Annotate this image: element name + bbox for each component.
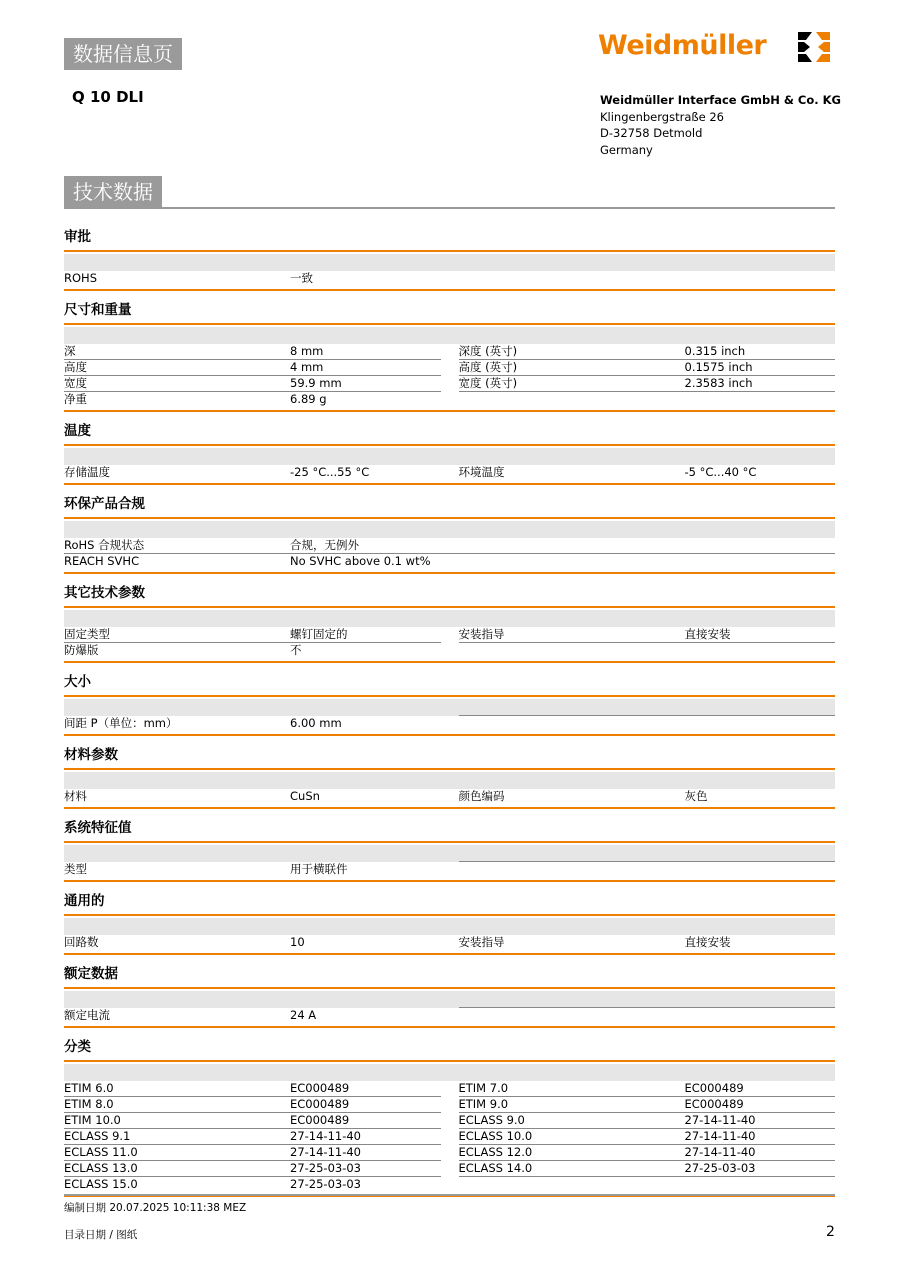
- section-title: 系统特征值: [64, 820, 132, 836]
- section-band: [64, 991, 835, 1008]
- section-band: [64, 610, 835, 627]
- section-heading-rule: [64, 207, 835, 209]
- spec-label: 高度 (英寸): [458, 360, 518, 374]
- spec-label: 深: [64, 344, 76, 358]
- section-title: 环保产品合规: [64, 496, 145, 512]
- spec-value: EC000489: [684, 1081, 744, 1095]
- spec-label: 颜色编码: [458, 789, 505, 803]
- spec-value: 27-25-03-03: [290, 1177, 361, 1191]
- spec-value: 27-14-11-40: [290, 1129, 361, 1143]
- spec-label: 环境温度: [458, 465, 505, 479]
- section-rule: [64, 987, 835, 989]
- brand-logo: [598, 30, 838, 70]
- section-rule: [64, 606, 835, 608]
- table-row: [64, 1097, 835, 1113]
- spec-label: ROHS: [64, 271, 97, 285]
- empty-cell: [459, 1007, 836, 1023]
- spec-value: 27-14-11-40: [684, 1129, 756, 1143]
- spec-value: 10: [290, 935, 305, 949]
- spec-label: REACH SVHC: [64, 554, 140, 568]
- spec-value: 59.9 mm: [290, 376, 342, 390]
- spec-value: 0.1575 inch: [684, 360, 753, 374]
- section-band: [64, 699, 835, 716]
- spec-value: 直接安装: [684, 627, 731, 641]
- spec-label: ETIM 7.0: [458, 1081, 509, 1095]
- spec-label: ECLASS 11.0: [64, 1145, 138, 1159]
- spec-label: 高度: [64, 360, 87, 374]
- section-band: [64, 254, 835, 271]
- spec-label: 固定类型: [64, 627, 110, 641]
- section-rule: [64, 768, 835, 770]
- table-row: [64, 344, 835, 360]
- table-row: [64, 1008, 835, 1024]
- address-city: D-32758 Detmold: [600, 126, 703, 140]
- spec-label: 间距 P（单位：mm）: [64, 716, 178, 730]
- spec-value: No SVHC above 0.1 wt%: [290, 554, 431, 568]
- table-row: [64, 376, 835, 392]
- spec-value: 螺钉固定的: [290, 627, 348, 641]
- spec-value: CuSn: [290, 789, 320, 803]
- spec-value: 6.00 mm: [290, 716, 342, 730]
- section-title: 额定数据: [64, 966, 118, 982]
- spec-value: 27-14-11-40: [290, 1145, 361, 1159]
- spec-label: ETIM 9.0: [458, 1097, 509, 1111]
- table-row: [64, 1177, 835, 1193]
- spec-label: 安装指导: [458, 627, 505, 641]
- spec-value: 4 mm: [290, 360, 324, 374]
- spec-label: 额定电流: [64, 1008, 110, 1022]
- spec-label: ETIM 8.0: [64, 1097, 114, 1111]
- spec-label: ECLASS 9.1: [64, 1129, 131, 1143]
- table-row: [64, 643, 835, 659]
- section-band: [64, 327, 835, 344]
- spec-section: [64, 744, 835, 817]
- spec-section: [64, 671, 835, 744]
- section-rule: [64, 914, 835, 916]
- spec-label: ECLASS 14.0: [458, 1161, 533, 1175]
- company-name: Weidmüller Interface GmbH & Co. KG: [600, 93, 841, 107]
- section-rule: [64, 841, 835, 843]
- table-row: [64, 1161, 835, 1177]
- spec-value: 2.3583 inch: [684, 376, 753, 390]
- spec-section: [64, 420, 835, 493]
- spec-section: [64, 582, 835, 671]
- spec-label: RoHS 合规状态: [64, 538, 145, 552]
- spec-label: 宽度: [64, 376, 87, 390]
- spec-value: 用于横联件: [290, 862, 348, 876]
- section-band: [64, 448, 835, 465]
- footer-catalog-date: 目录日期 / 图纸: [64, 1229, 138, 1241]
- table-row: [64, 465, 835, 481]
- table-row: [64, 392, 835, 408]
- address-street: Klingenbergstraße 26: [600, 109, 724, 124]
- table-row: [64, 935, 835, 951]
- table-row: [64, 1129, 835, 1145]
- spec-label: 防爆版: [64, 643, 99, 657]
- section-title: 通用的: [64, 893, 105, 909]
- table-row: [64, 862, 835, 878]
- section-band: [64, 521, 835, 538]
- table-row: [64, 1145, 835, 1161]
- section-band: [64, 918, 835, 935]
- spec-label: ETIM 6.0: [64, 1081, 114, 1095]
- spec-value: 27-25-03-03: [684, 1161, 756, 1175]
- section-heading: 技术数据: [64, 176, 162, 208]
- spec-value: 合规，无例外: [290, 538, 359, 552]
- spec-label: 安装指导: [458, 935, 505, 949]
- spec-value: -25 °C...55 °C: [290, 465, 370, 479]
- spec-section: [64, 1036, 835, 1197]
- spec-value: -5 °C...40 °C: [684, 465, 757, 479]
- spec-section: [64, 226, 835, 299]
- section-rule: [64, 444, 835, 446]
- section-band: [64, 1064, 835, 1081]
- spec-value: 27-14-11-40: [684, 1113, 756, 1127]
- spec-value: EC000489: [290, 1081, 350, 1095]
- footer-created-date: 编制日期 20.07.2025 10:11:38 MEZ: [64, 1202, 247, 1214]
- spec-label: 存储温度: [64, 465, 110, 479]
- footer-rule: [64, 1194, 835, 1196]
- section-title: 审批: [64, 229, 91, 245]
- spec-section: [64, 890, 835, 963]
- spec-tables: [64, 226, 835, 1197]
- section-rule: [64, 1060, 835, 1062]
- spec-value: 不: [290, 643, 302, 657]
- section-title: 大小: [64, 674, 91, 690]
- address-country: Germany: [600, 142, 653, 157]
- table-row: [64, 271, 835, 287]
- page-number: 2: [826, 1224, 835, 1240]
- table-row: [64, 716, 835, 732]
- section-band: [64, 845, 835, 862]
- table-row: [64, 538, 835, 554]
- table-row: [64, 360, 835, 376]
- spec-label: 深度 (英寸): [458, 344, 518, 358]
- spec-label: 回路数: [64, 935, 99, 949]
- spec-value: 灰色: [684, 789, 708, 803]
- spec-section: [64, 963, 835, 1036]
- spec-label: 净重: [64, 392, 87, 406]
- table-row: [64, 1113, 835, 1129]
- section-title: 其它技术参数: [64, 585, 145, 601]
- spec-label: ECLASS 12.0: [458, 1145, 533, 1159]
- spec-value: 0.315 inch: [684, 344, 746, 358]
- section-rule: [64, 250, 835, 252]
- spec-value: EC000489: [290, 1113, 350, 1127]
- table-row: [64, 554, 835, 570]
- spec-section: [64, 493, 835, 582]
- section-rule: [64, 323, 835, 325]
- spec-value: 27-25-03-03: [290, 1161, 361, 1175]
- spec-value: EC000489: [684, 1097, 744, 1111]
- spec-value: 27-14-11-40: [684, 1145, 756, 1159]
- table-row: [64, 627, 835, 643]
- brand-mark-icon: [796, 30, 832, 64]
- empty-cell: [459, 715, 836, 731]
- spec-value: EC000489: [290, 1097, 350, 1111]
- table-row: [64, 1081, 835, 1097]
- section-rule: [64, 517, 835, 519]
- section-title: 尺寸和重量: [64, 302, 132, 318]
- company-address: [600, 92, 841, 158]
- spec-label: ETIM 10.0: [64, 1113, 121, 1127]
- section-title: 材料参数: [64, 747, 118, 763]
- spec-label: ECLASS 10.0: [458, 1129, 533, 1143]
- spec-label: 宽度 (英寸): [458, 376, 518, 390]
- brand-wordmark: Weidmüller: [598, 30, 767, 61]
- spec-label: 材料: [64, 789, 87, 803]
- spec-value: 24 A: [290, 1008, 317, 1022]
- spec-section: [64, 299, 835, 420]
- spec-value: 8 mm: [290, 344, 324, 358]
- spec-value: 直接安装: [684, 935, 731, 949]
- section-title: 温度: [64, 423, 91, 439]
- spec-label: ECLASS 15.0: [64, 1177, 138, 1191]
- spec-value: 一致: [290, 271, 313, 285]
- product-name: Q 10 DLI: [72, 88, 144, 106]
- spec-label: ECLASS 9.0: [458, 1113, 525, 1127]
- section-band: [64, 772, 835, 789]
- spec-section: [64, 817, 835, 890]
- table-row: [64, 789, 835, 805]
- spec-label: ECLASS 13.0: [64, 1161, 138, 1175]
- empty-cell: [459, 861, 836, 877]
- spec-label: 类型: [64, 862, 87, 876]
- doc-title: 数据信息页: [64, 38, 182, 70]
- section-title: 分类: [64, 1039, 91, 1055]
- section-rule: [64, 695, 835, 697]
- spec-value: 6.89 g: [290, 392, 327, 406]
